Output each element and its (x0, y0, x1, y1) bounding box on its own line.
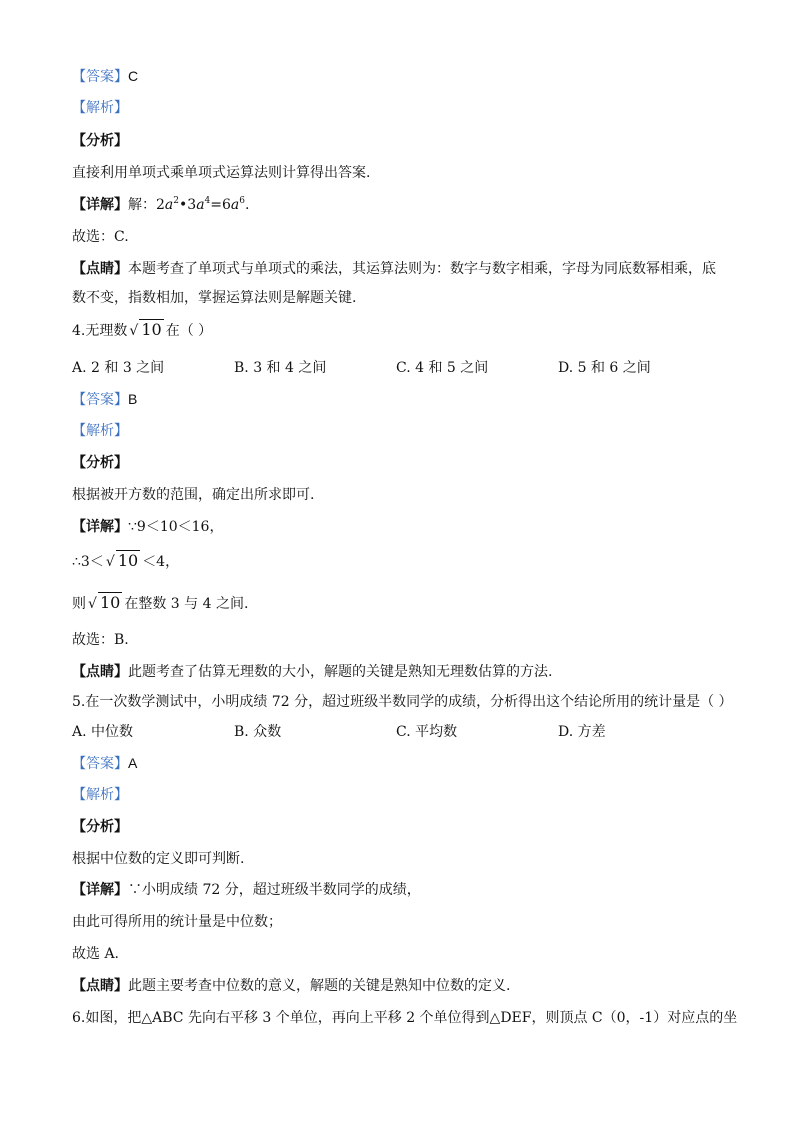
q4-option-d: D. 5 和 6 之间 (558, 360, 651, 376)
q4-fenxi-tag: 【分析】 (72, 455, 128, 471)
q5-detail-line (72, 880, 421, 900)
q5-analysis-tag: 【解析】 (72, 787, 128, 803)
q3-analysis-tag: 【解析】 (72, 100, 128, 116)
q4-fenxi-text: 根据被开方数的范围，确定出所求即可. (72, 487, 315, 503)
q5-stem: 5.在一次数学测试中，小明成绩 72 分，超过班级半数同学的成绩，分析得出这个结论所用的统计量是（ ） (72, 694, 733, 710)
q4-option-b: B. 3 和 4 之间 (234, 360, 327, 376)
answer-value: C (128, 68, 139, 84)
answer-tag: 【答案】 (72, 69, 128, 85)
q3-dianjing-line1 (72, 259, 716, 279)
q4-analysis-tag: 【解析】 (72, 423, 128, 439)
q4-detail-line (72, 517, 223, 537)
q4-answer-line (72, 389, 137, 410)
q3-detail-line (72, 195, 249, 215)
q3-choose: 故选：C. (72, 229, 129, 245)
q5-fenxi-text: 根据中位数的定义即可判断. (72, 851, 245, 867)
dianjing-text: 此题考查了估算无理数的大小，解题的关键是熟知无理数估算的方法. (128, 664, 553, 680)
answer-value: B (128, 391, 138, 407)
dianjing-text: 此题主要考查中位数的意义，解题的关键是熟知中位数的定义. (128, 978, 511, 994)
q3-answer-line (72, 66, 138, 87)
detail-tag: 【详解】 (72, 197, 128, 213)
answer-tag: 【答案】 (72, 392, 128, 408)
q4-option-a: A. 2 和 3 之间 (72, 360, 165, 376)
q5-fenxi-tag: 【分析】 (72, 819, 128, 835)
step3-prefix: 则 (72, 596, 86, 612)
formula: $2a^2•3a^4=6a^6$. (156, 196, 250, 213)
sqrt-10: √ 10 (88, 593, 121, 612)
q5-option-c: C. 平均数 (396, 724, 458, 740)
dianjing-tag: 【点睛】 (72, 261, 128, 277)
q5-answer-line (72, 753, 137, 774)
q4-dianjing-line (72, 662, 552, 682)
answer-value: A (128, 755, 138, 771)
q5-option-b: B. 众数 (234, 724, 282, 740)
q5-option-d: D. 方差 (558, 724, 606, 740)
q5-detail-line2: 由此可得所用的统计量是中位数； (72, 914, 282, 930)
q4-stem (72, 320, 212, 341)
q3-fenxi-text: 直接利用单项式乘单项式运算法则计算得出答案. (72, 165, 371, 181)
q5-option-a: A. 中位数 (72, 724, 134, 740)
detail-text: ∵小明成绩 72 分，超过班级半数同学的成绩， (128, 882, 421, 898)
sqrt-10: √ 10 (105, 551, 139, 570)
answer-tag: 【答案】 (72, 756, 128, 772)
q5-choose: 故选 A. (72, 946, 120, 962)
detail-prefix: 解： (128, 197, 156, 213)
detail-tag: 【详解】 (72, 519, 128, 535)
dianjing-text: 本题考查了单项式与单项式的乘法，其运算法则为：数字与数字相乘，字母为同底数幂相乘，底 (128, 261, 716, 277)
detail-tag: 【详解】 (72, 882, 128, 898)
dianjing-tag: 【点睛】 (72, 978, 128, 994)
q4-step3 (72, 593, 248, 614)
step2-suffix: ＜4， (142, 554, 180, 570)
sqrt-10: √ 10 (129, 320, 162, 339)
q4-stem-suffix: 在（ ） (165, 323, 213, 339)
q5-dianjing-line (72, 976, 510, 996)
q4-option-c: C. 4 和 5 之间 (396, 360, 489, 376)
q3-dianjing-line2: 数不变，指数相加，掌握运算法则是解题关键. (72, 290, 357, 306)
dianjing-tag: 【点睛】 (72, 664, 128, 680)
q6-stem: 6.如图，把△ABC 先向右平移 3 个单位，再向上平移 2 个单位得到△DEF，则顶点 C（0，-1）对应点的坐 (72, 1010, 738, 1026)
q4-step2 (72, 551, 179, 572)
q4-choose: 故选：B. (72, 632, 129, 648)
q3-fenxi-tag: 【分析】 (72, 133, 128, 149)
detail-text: ∵9＜10＜16， (128, 519, 224, 535)
q4-stem-prefix: 4.无理数 (72, 323, 128, 339)
step3-suffix: 在整数 3 与 4 之间. (124, 596, 249, 612)
step2-prefix: ∴3＜ (72, 554, 104, 570)
